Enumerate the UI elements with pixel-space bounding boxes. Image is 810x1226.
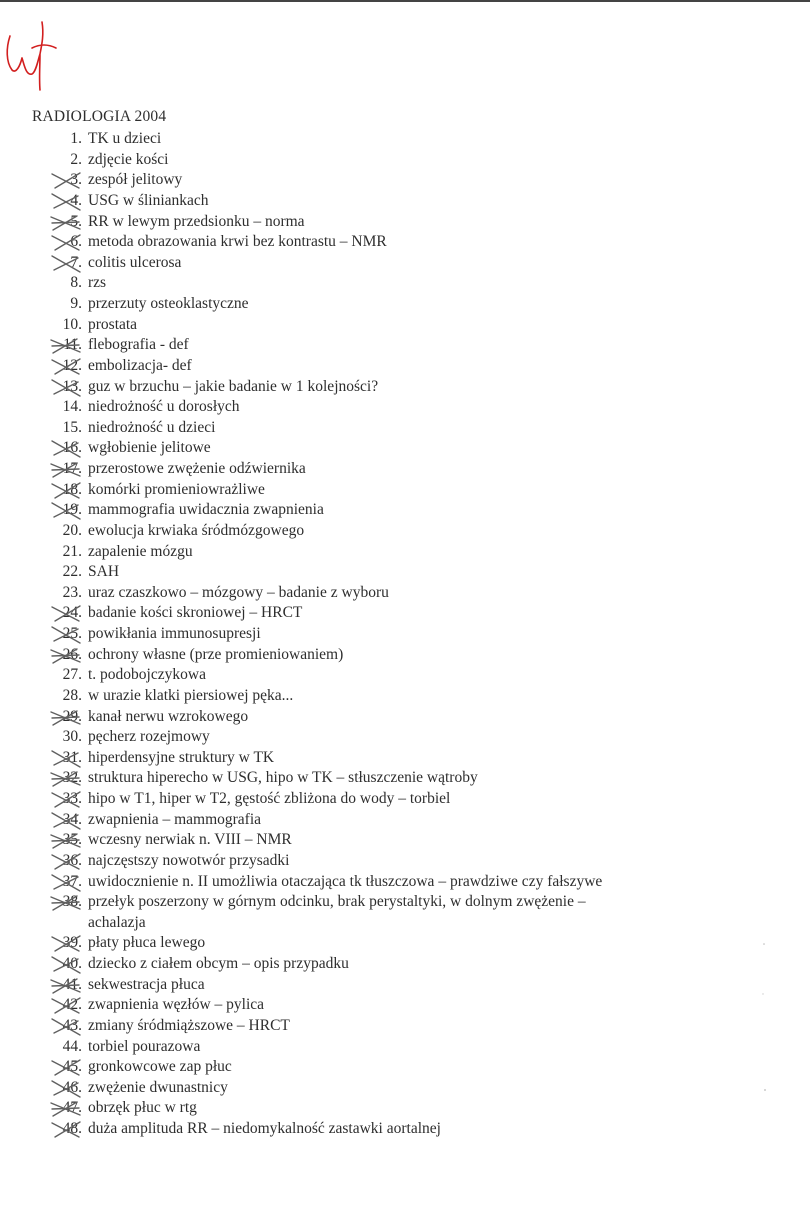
item-number: 29. — [62, 707, 82, 725]
item-text: w urazie klatki piersiowej pęka... — [88, 686, 294, 704]
list-item — [30, 872, 800, 893]
item-number: 16. — [62, 439, 82, 457]
item-text: przełyk poszerzony w górnym odcinku, brak perystaltyki, w dolnym zwężenie – — [88, 893, 586, 911]
item-text: torbiel pourazowa — [88, 1037, 201, 1055]
item-text: zwapnienia węzłów – pylica — [88, 996, 265, 1014]
item-text: struktura hiperecho w USG, hipo w TK – stłuszczenie wątroby — [88, 769, 478, 787]
list-item — [30, 583, 800, 604]
item-number: 1. — [70, 130, 82, 147]
list-item — [30, 273, 800, 294]
item-number: 17. — [62, 460, 82, 477]
item-text: hipo w T1, hiper w T2, gęstość zbliżona do wody – torbiel — [88, 790, 451, 807]
list-item — [30, 1037, 800, 1058]
item-number: 43. — [62, 1016, 82, 1034]
item-text: komórki promieniowrażliwe — [88, 480, 265, 498]
item-number: 18. — [62, 480, 82, 498]
item-number: 31. — [62, 748, 82, 766]
list-item — [30, 562, 800, 583]
item-text: zmiany śródmiąższowe – HRCT — [88, 1016, 290, 1034]
item-number: 2. — [70, 150, 82, 168]
item-number: 6. — [70, 233, 82, 251]
page-title: RADIOLOGIA 2004 — [32, 108, 167, 125]
item-text-continuation: achalazja — [88, 913, 146, 931]
item-text: flebografia - def — [88, 336, 189, 354]
item-number: 13. — [62, 377, 82, 395]
list-item — [30, 521, 800, 542]
item-number: 19. — [62, 501, 82, 519]
item-number: 41. — [62, 975, 82, 993]
scan-artifacts — [758, 940, 770, 1100]
question-list — [30, 129, 800, 1140]
item-number: 38. — [62, 893, 82, 911]
item-number: 35. — [62, 831, 82, 849]
list-item — [30, 1098, 800, 1119]
list-item-continuation — [30, 913, 800, 934]
item-text: uraz czaszkowo – mózgowy – badanie z wyboru — [88, 583, 389, 601]
item-text: uwidocznienie n. II umożliwia otaczająca tk tłuszczowa – prawdziwe czy fałszywe — [88, 872, 603, 890]
list-item — [30, 603, 800, 624]
item-number: 42. — [62, 996, 82, 1014]
list-item — [30, 232, 800, 253]
list-item — [30, 500, 800, 521]
list-item — [30, 1119, 800, 1140]
list-item — [30, 1078, 800, 1099]
item-text: zespół jelitowy — [88, 171, 183, 189]
list-item — [30, 294, 800, 315]
handwritten-signature — [2, 14, 66, 94]
item-text: obrzęk płuc w rtg — [88, 1099, 197, 1117]
list-item — [30, 191, 800, 212]
item-number: 3. — [70, 171, 82, 189]
page-top-edge — [0, 0, 810, 2]
item-text: zapalenie mózgu — [88, 542, 193, 560]
item-text: USG w śliniankach — [88, 191, 209, 209]
list-item — [30, 624, 800, 645]
list-item — [30, 438, 800, 459]
list-item — [30, 542, 800, 563]
list-item — [30, 727, 800, 748]
item-number: 28. — [62, 686, 82, 704]
list-item — [30, 748, 800, 769]
item-text: zdjęcie kości — [88, 150, 169, 168]
item-text: kanał nerwu wzrokowego — [88, 707, 249, 725]
item-text: zwapnienia – mammografia — [88, 810, 262, 828]
item-number: 24. — [62, 604, 82, 622]
item-text: pęcherz rozejmowy — [88, 728, 210, 746]
list-item — [30, 665, 800, 686]
item-number: 34. — [62, 810, 82, 828]
item-number: 48. — [62, 1120, 82, 1137]
item-number: 21. — [62, 542, 82, 560]
item-text: ewolucja krwiaka śródmózgowego — [88, 521, 305, 539]
item-text: niedrożność u dorosłych — [88, 398, 240, 416]
item-number: 46. — [62, 1078, 82, 1096]
item-text: RR w lewym przedsionku – norma — [88, 212, 305, 230]
item-text: hiperdensyjne struktury w TK — [88, 748, 275, 766]
list-item — [30, 645, 800, 666]
item-number: 14. — [62, 398, 82, 416]
item-number: 10. — [62, 315, 82, 333]
item-text: ochrony własne (prze promieniowaniem) — [88, 645, 344, 663]
item-number: 30. — [62, 728, 82, 746]
item-text: metoda obrazowania krwi bez kontrastu – NMR — [88, 233, 387, 251]
item-number: 5. — [70, 212, 82, 230]
list-item — [30, 975, 800, 996]
item-text: prostata — [88, 315, 138, 333]
item-text: wgłobienie jelitowe — [88, 439, 211, 457]
item-text: zwężenie dwunastnicy — [88, 1078, 228, 1096]
item-text: powikłania immunosupresji — [88, 625, 261, 642]
item-number: 44. — [62, 1037, 82, 1055]
list-item — [30, 129, 800, 150]
item-text: embolizacja- def — [88, 356, 192, 374]
list-item — [30, 170, 800, 191]
item-number: 47. — [62, 1099, 82, 1117]
item-text: gronkowcowe zap płuc — [88, 1058, 232, 1076]
item-number: 25. — [62, 625, 82, 642]
list-item — [30, 995, 800, 1016]
item-number: 33. — [62, 790, 82, 807]
item-number: 36. — [62, 851, 82, 869]
item-text: sekwestracja płuca — [88, 975, 205, 993]
item-text: colitis ulcerosa — [88, 253, 182, 271]
list-item — [30, 150, 800, 171]
item-number: 39. — [62, 934, 82, 952]
item-text: duża amplituda RR – niedomykalność zastawki aortalnej — [88, 1120, 441, 1137]
item-number: 12. — [62, 356, 82, 374]
item-number: 37. — [62, 872, 82, 890]
list-item — [30, 830, 800, 851]
list-item — [30, 459, 800, 480]
list-item — [30, 954, 800, 975]
item-number: 8. — [70, 274, 82, 292]
item-text: niedrożność u dzieci — [88, 418, 216, 436]
item-text: przerzuty osteoklastyczne — [88, 295, 249, 312]
list-item — [30, 335, 800, 356]
item-text: SAH — [88, 563, 120, 581]
list-item — [30, 1016, 800, 1037]
item-text: badanie kości skroniowej – HRCT — [88, 604, 303, 622]
list-item — [30, 480, 800, 501]
list-item — [30, 892, 800, 913]
list-item — [30, 356, 800, 377]
item-text: płaty płuca lewego — [88, 934, 206, 952]
item-number: 23. — [62, 583, 82, 601]
list-item — [30, 933, 800, 954]
list-item — [30, 810, 800, 831]
list-item — [30, 418, 800, 439]
list-item — [30, 851, 800, 872]
item-number: 45. — [62, 1058, 82, 1076]
list-item — [30, 768, 800, 789]
item-text: dziecko z ciałem obcym – opis przypadku — [88, 955, 349, 972]
list-item — [30, 253, 800, 274]
item-text: rzs — [88, 274, 107, 292]
item-text: t. podobojczykowa — [88, 666, 206, 684]
list-item — [30, 686, 800, 707]
item-text: wczesny nerwiak n. VIII – NMR — [88, 831, 292, 849]
item-number: 15. — [62, 418, 82, 436]
item-number: 4. — [70, 191, 82, 209]
list-item — [30, 789, 800, 810]
item-number: 40. — [62, 955, 82, 972]
item-number: 26. — [62, 645, 82, 663]
item-text: guz w brzuchu – jakie badanie w 1 kolejności? — [88, 377, 379, 395]
item-text: przerostowe zwężenie odźwiernika — [88, 460, 306, 477]
item-text: TK u dzieci — [88, 130, 162, 147]
list-item — [30, 397, 800, 418]
list-item — [30, 377, 800, 398]
list-item — [30, 315, 800, 336]
item-number: 9. — [70, 295, 82, 312]
item-number: 22. — [62, 563, 82, 581]
item-number: 11. — [63, 336, 82, 354]
item-text: mammografia uwidacznia zwapnienia — [88, 501, 324, 519]
item-number: 20. — [62, 521, 82, 539]
item-text: najczęstszy nowotwór przysadki — [88, 851, 290, 869]
list-item — [30, 212, 800, 233]
list-item — [30, 1057, 800, 1078]
item-number: 27. — [62, 666, 82, 684]
item-number: 7. — [70, 253, 82, 271]
list-item — [30, 707, 800, 728]
item-number: 32. — [62, 769, 82, 787]
